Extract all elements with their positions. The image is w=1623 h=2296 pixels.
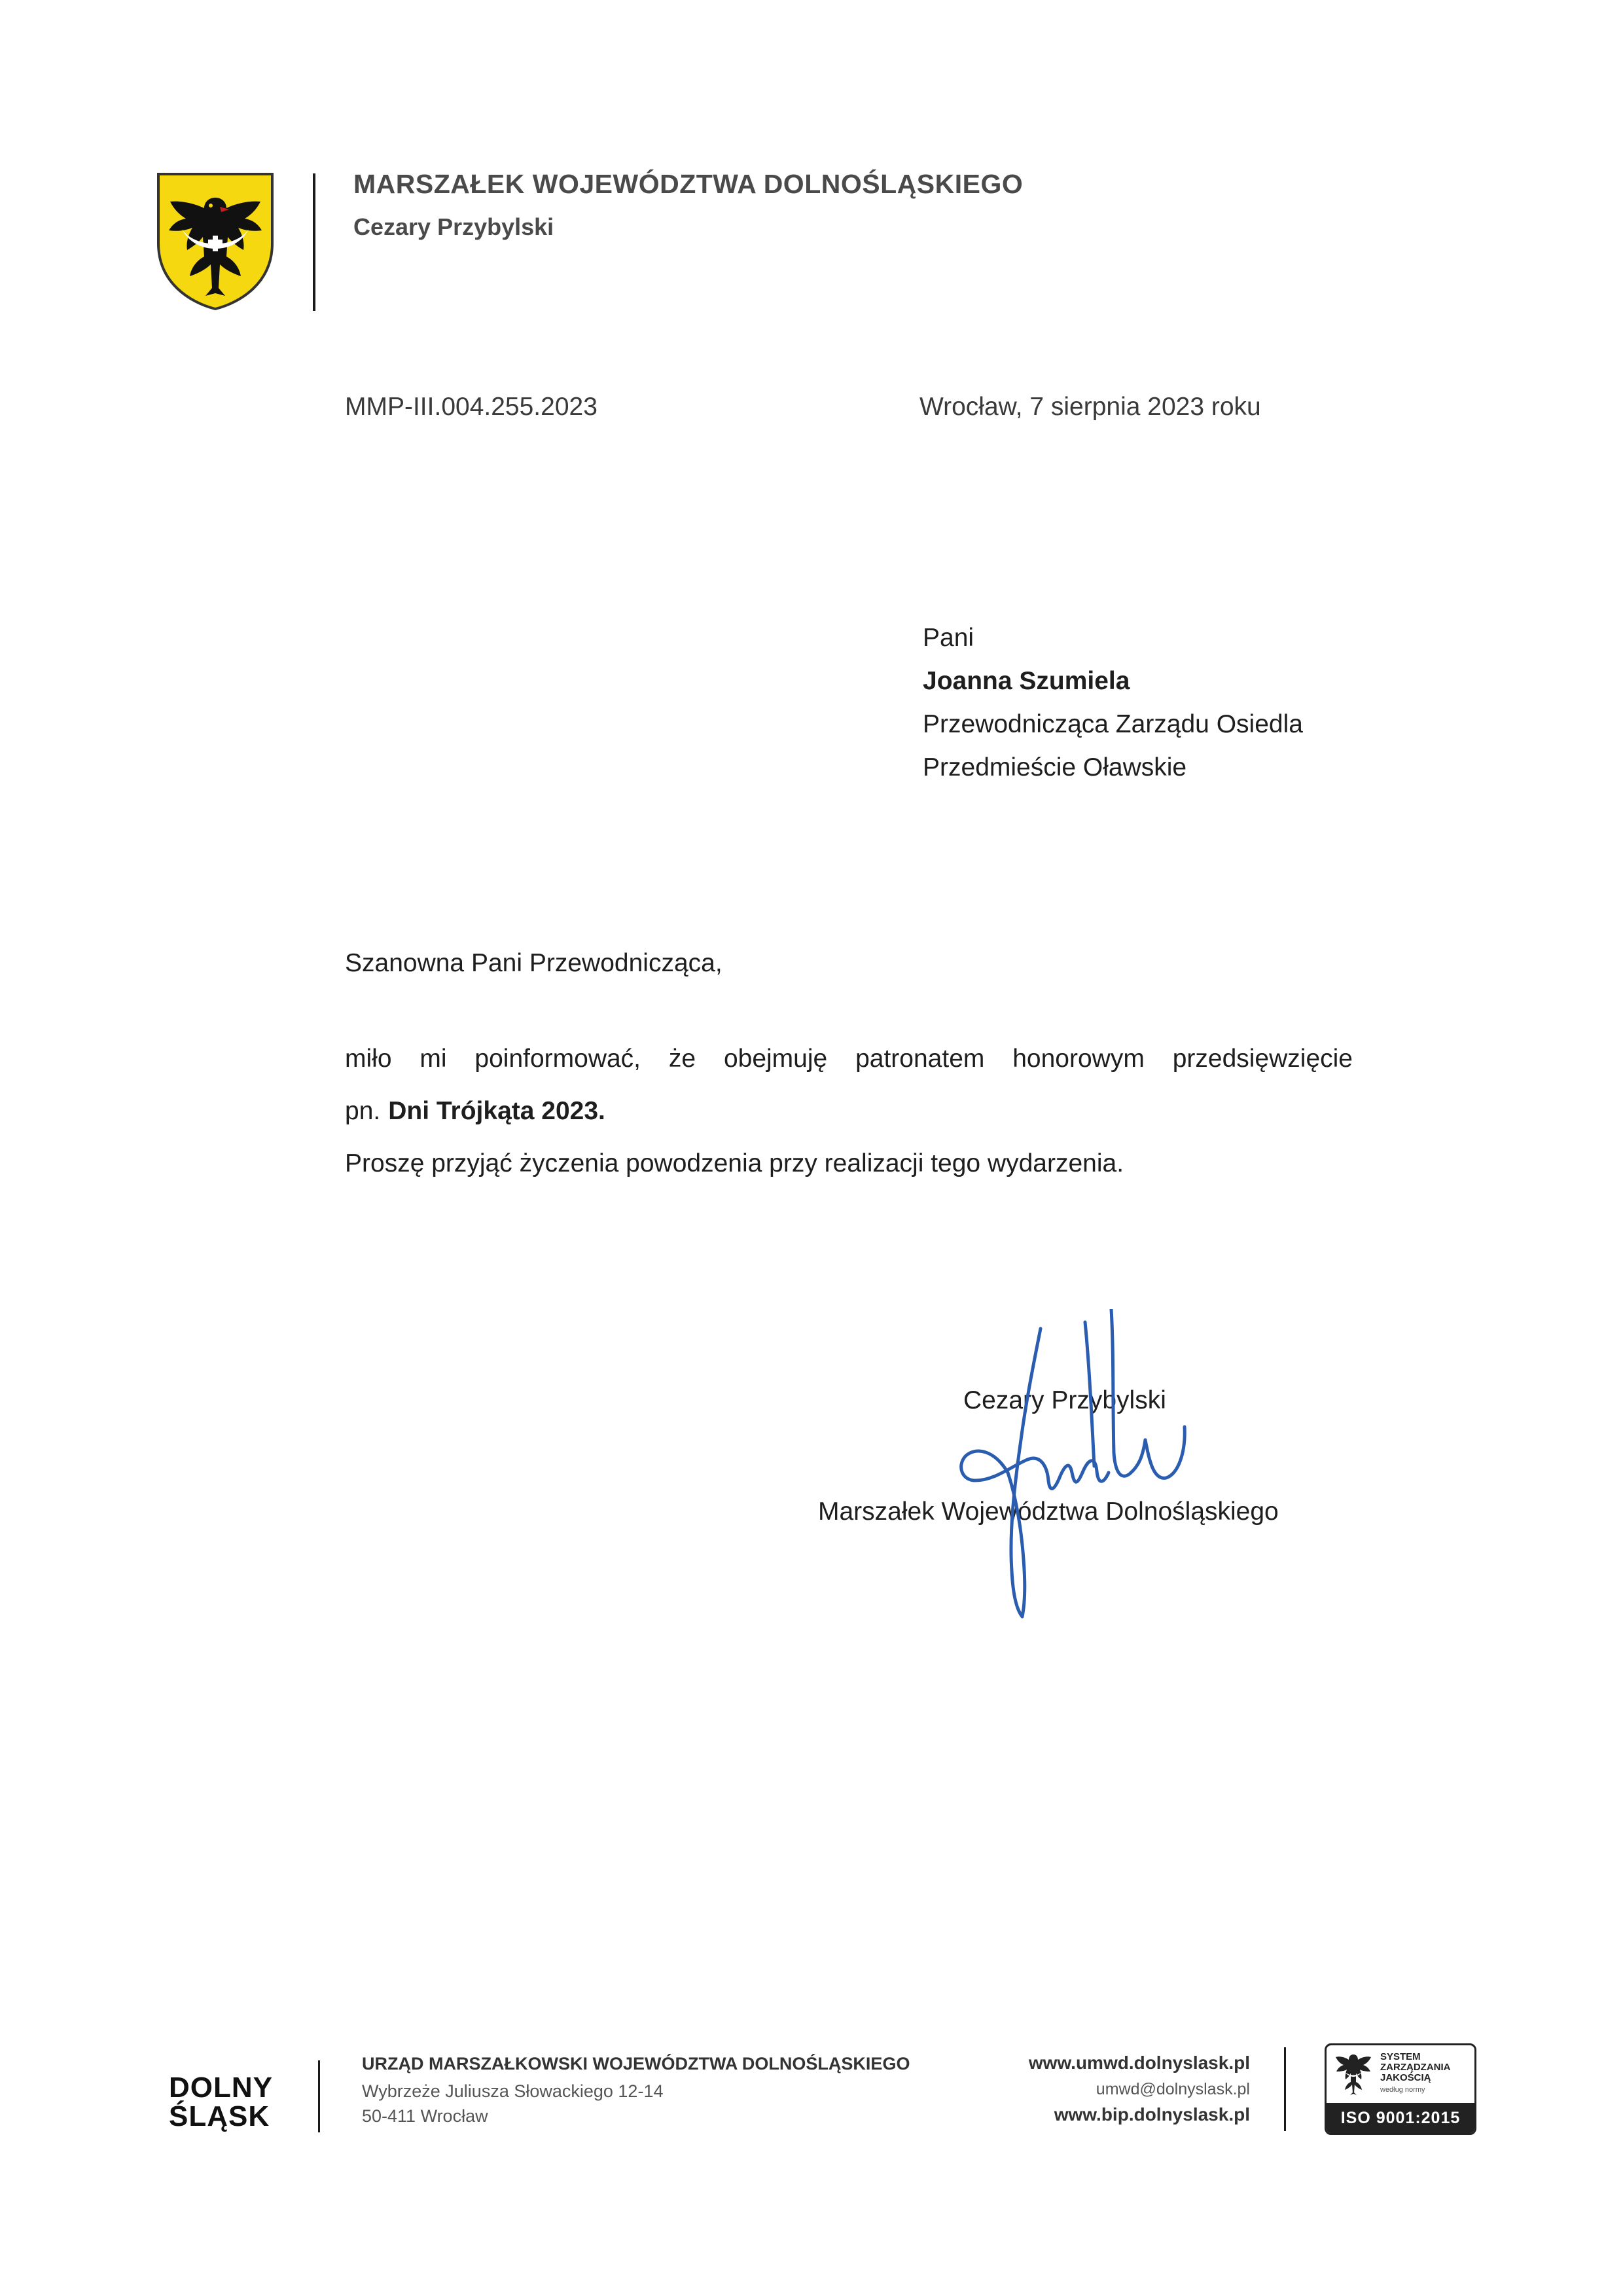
signer-title: Marszałek Województwa Dolnośląskiego <box>818 1498 1279 1526</box>
brand-line-1: DOLNY <box>169 2072 273 2104</box>
recipient-area: Przedmieście Oławskie <box>923 753 1187 781</box>
body-paragraph-line-3: Proszę przyjąć życzenia powodzenia przy realizacji tego wydarzenia. <box>345 1149 1124 1177</box>
iso-line-1: SYSTEM <box>1380 2051 1421 2062</box>
recipient-name: Joanna Szumiela <box>923 667 1130 695</box>
eagle-icon <box>1334 2051 1372 2096</box>
signer-name: Cezary Przybylski <box>963 1386 1166 1414</box>
iso-line-3: JAKOŚCIĄ <box>1380 2072 1431 2083</box>
body-paragraph-line-2 <box>345 1093 1353 1130</box>
iso-system-label <box>1380 2052 1450 2083</box>
footer-contact <box>949 2053 1250 2125</box>
event-name: Dni Trójkąta 2023. <box>388 1097 605 1125</box>
letter-body <box>345 1041 1353 1182</box>
website-link[interactable]: www.umwd.dolnyslask.pl <box>1028 2053 1250 2073</box>
email-link[interactable]: umwd@dolnyslask.pl <box>1096 2080 1250 2098</box>
recipient-salutation-word: Pani <box>923 624 974 652</box>
iso-norm-label: według normy <box>1380 2086 1425 2094</box>
iso-standard: ISO 9001:2015 <box>1327 2103 1474 2133</box>
bip-link[interactable]: www.bip.dolnyslask.pl <box>1054 2104 1250 2125</box>
footer-city: 50-411 Wrocław <box>362 2106 488 2126</box>
dolny-slask-logo <box>169 2073 273 2131</box>
office-title: MARSZAŁEK WOJEWÓDZTWA DOLNOŚLĄSKIEGO <box>353 169 1024 199</box>
place-and-date: Wrocław, 7 sierpnia 2023 roku <box>919 393 1261 421</box>
brand-line-2: ŚLĄSK <box>169 2100 270 2132</box>
footer-street: Wybrzeże Juliusza Słowackiego 12-14 <box>362 2081 664 2101</box>
body-paragraph-line-1: miło mi poinformować, że obejmuję patronatem honorowym przedsięwzięcie <box>345 1045 1353 1073</box>
recipient-block <box>923 617 1303 789</box>
iso-line-2: ZARZĄDZANIA <box>1380 2062 1451 2073</box>
recipient-role: Przewodnicząca Zarządu Osiedla <box>923 710 1303 738</box>
event-prefix: pn. <box>345 1097 381 1125</box>
iso-certification-badge <box>1325 2043 1476 2135</box>
footer-divider-right <box>1284 2047 1286 2131</box>
coat-of-arms-icon <box>156 171 275 310</box>
header-divider <box>313 173 315 311</box>
footer-office-name: URZĄD MARSZAŁKOWSKI WOJEWÓDZTWA DOLNOŚLĄSKIEGO <box>362 2054 910 2073</box>
office-holder-name: Cezary Przybylski <box>353 213 554 240</box>
letter-salutation: Szanowna Pani Przewodnicząca, <box>345 949 722 977</box>
reference-number: MMP-III.004.255.2023 <box>345 393 597 421</box>
footer-divider-left <box>318 2060 320 2132</box>
handwritten-signature <box>949 1309 1217 1623</box>
